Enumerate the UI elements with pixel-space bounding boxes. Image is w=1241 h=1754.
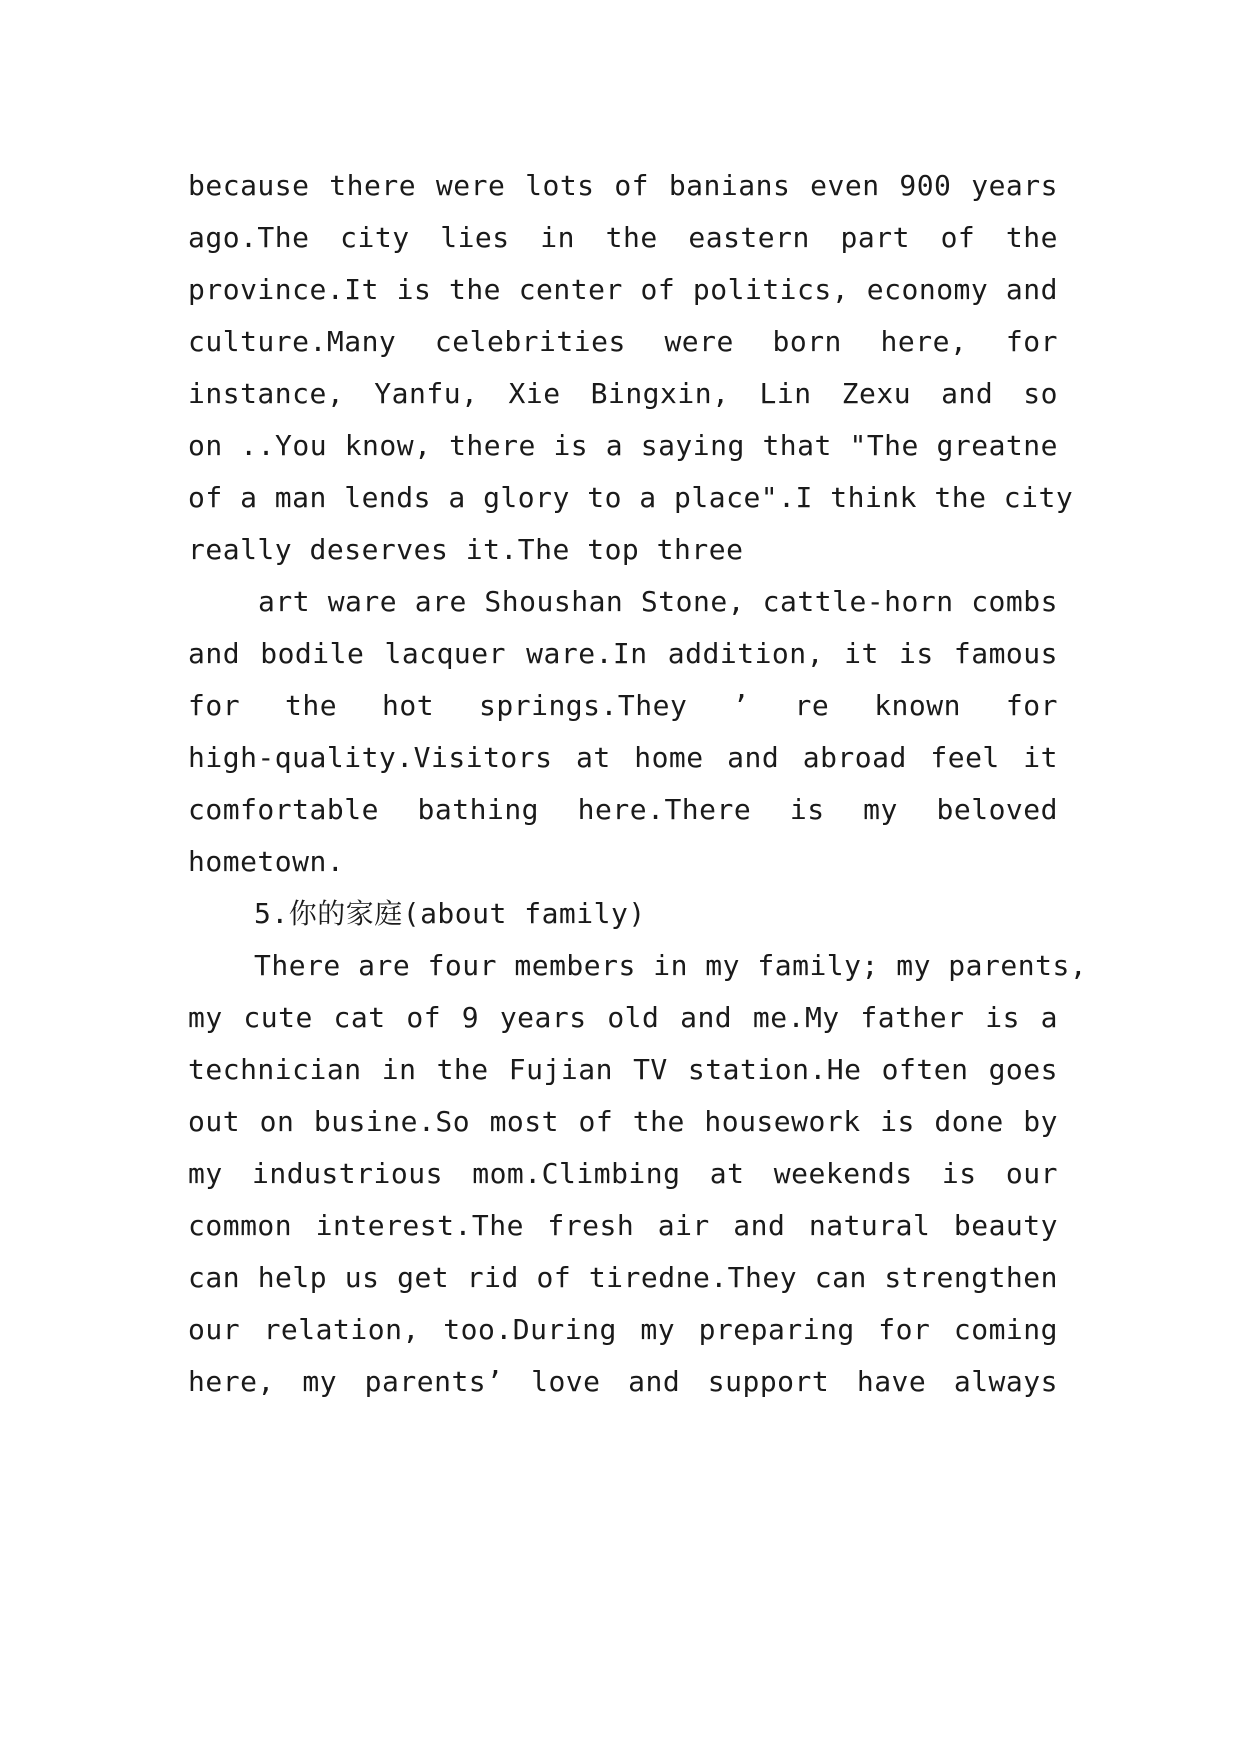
text-line: hometown.: [188, 845, 345, 878]
text-line: ago.The city lies in the eastern part of the: [188, 221, 1058, 254]
text-line: on ..You know, there is a saying that "The greatne: [188, 429, 1058, 462]
text-line: and bodile lacquer ware.In addition, it is famous: [188, 637, 1058, 670]
text-line: because there were lots of banians even 900 years: [188, 169, 1058, 202]
text-line: really deserves it.The top three: [188, 533, 744, 566]
text-line: of a man lends a glory to a place".I think the city: [188, 481, 1074, 514]
section-heading: 5.你的家庭(about family): [254, 897, 646, 930]
text-line: technician in the Fujian TV station.He often goes: [188, 1053, 1058, 1086]
text-line: instance, Yanfu, Xie Bingxin, Lin Zexu and so: [188, 377, 1058, 410]
text-line: can help us get rid of tiredne.They can strengthen: [188, 1261, 1058, 1294]
text-line-indented: art ware are Shoushan Stone, cattle-horn combs: [258, 585, 1058, 618]
text-line: common interest.The fresh air and natural beauty: [188, 1209, 1058, 1242]
text-line-indented: There are four members in my family; my parents,: [254, 949, 1088, 982]
text-line: my cute cat of 9 years old and me.My father is a: [188, 1001, 1058, 1034]
text-line: for the hot springs.They ’ re known for: [188, 689, 1058, 722]
text-line: high-quality.Visitors at home and abroad feel it: [188, 741, 1058, 774]
text-line: our relation, too.During my preparing for coming: [188, 1313, 1058, 1346]
text-line: province.It is the center of politics, economy and: [188, 273, 1058, 306]
text-line: my industrious mom.Climbing at weekends is our: [188, 1157, 1058, 1190]
text-line: culture.Many celebrities were born here, for: [188, 325, 1058, 358]
text-line: out on busine.So most of the housework is done by: [188, 1105, 1058, 1138]
text-line: here, my parents’ love and support have always: [188, 1365, 1058, 1398]
text-line: comfortable bathing here.There is my beloved: [188, 793, 1058, 826]
